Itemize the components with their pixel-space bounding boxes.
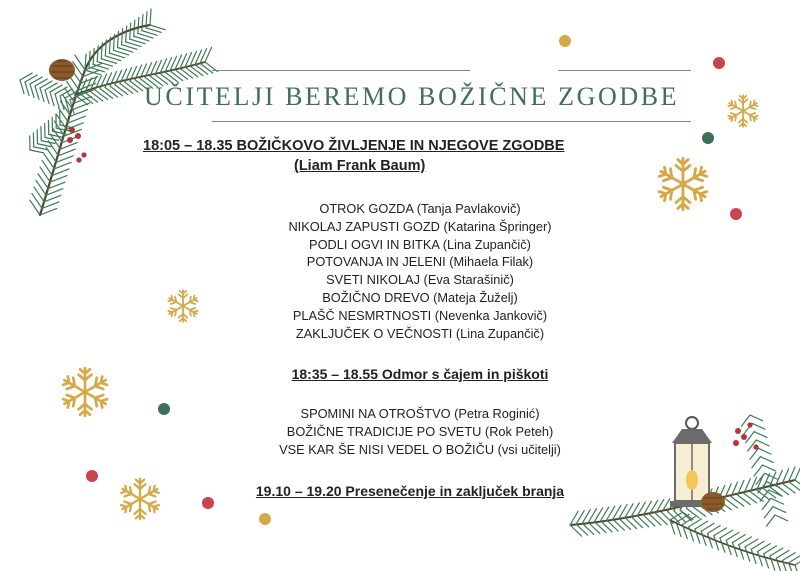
- title-rule-top-right: [558, 70, 691, 71]
- list-item: VSE KAR ŠE NISI VEDEL O BOŽIČU (vsi učitelji): [279, 441, 561, 457]
- title-rule-bottom: [212, 121, 691, 122]
- pinecone-icon: [701, 492, 725, 512]
- session1-heading: 18:05 – 18.35 BOŽIČKOVO ŽIVLJENJE IN NJEGOVE ZGODBE: [143, 138, 565, 154]
- session2-list: [200, 405, 640, 458]
- list-item: PODLI OGVI IN BITKA (Lina Zupančič): [309, 236, 531, 252]
- session1-list: [200, 200, 640, 342]
- snowflake-icon: [58, 365, 112, 419]
- pine-branch-icon: [0, 0, 230, 230]
- list-item: NIKOLAJ ZAPUSTI GOZD (Katarina Špringer): [288, 218, 552, 234]
- green-dot: [158, 403, 170, 415]
- list-item: SVETI NIKOLAJ (Eva Starašinič): [326, 272, 514, 288]
- snowflake-icon: [165, 288, 201, 324]
- pinecone-icon: [49, 59, 75, 81]
- list-item: SPOMINI NA OTROŠTVO (Petra Roginić): [300, 406, 540, 421]
- red-dot: [713, 57, 725, 69]
- list-item: OTROK GOZDA (Tanja Pavlakovič): [319, 201, 521, 216]
- list-item: BOŽIČNE TRADICIJE PO SVETU (Rok Peteh): [286, 423, 554, 439]
- green-dot: [702, 132, 714, 144]
- snowflake-icon: [654, 155, 712, 213]
- red-dot: [730, 208, 742, 220]
- closing-heading: 19.10 – 19.20 Presenečenje in zaključek branja: [255, 483, 565, 499]
- list-item: PLAŠČ NESMRTNOSTI (Nevenka Jankovič): [292, 307, 548, 323]
- berry-icon: [733, 422, 759, 449]
- gold-dot: [559, 35, 571, 47]
- session1-author: (Liam Frank Baum): [294, 158, 426, 174]
- page-title: UČITELJI BEREMO BOŽIČNE ZGODBE: [144, 82, 680, 111]
- list-item: BOŽIČNO DREVO (Mateja Žuželj): [322, 289, 518, 305]
- break-heading: 18:35 – 18.55 Odmor s čajem in piškoti: [291, 366, 549, 382]
- title-rule-top-left: [212, 70, 470, 71]
- gold-dot: [259, 513, 271, 525]
- list-item: ZAKLJUČEK O VEČNOSTI (Lina Zupančič): [295, 325, 545, 341]
- list-item: POTOVANJA IN JELENI (Mihaela Filak): [306, 254, 534, 270]
- snowflake-icon: [117, 476, 163, 522]
- red-dot: [86, 470, 98, 482]
